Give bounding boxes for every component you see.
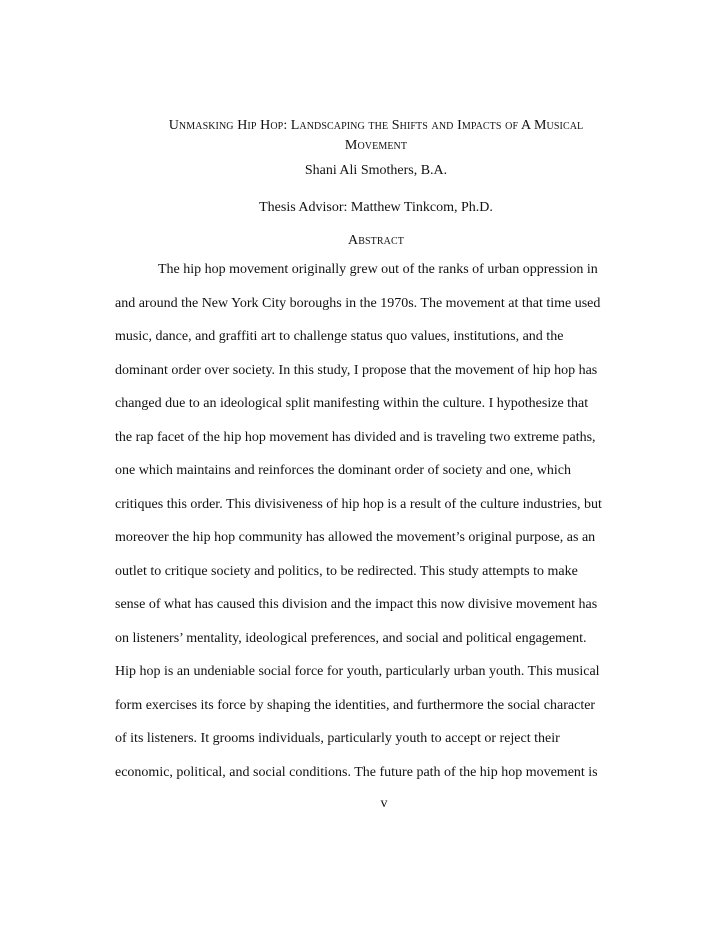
abstract-line: Hip hop is an undeniable social force for youth, particularly urban youth. This musical (115, 664, 600, 679)
title-part-main: Unmasking Hip Hop (168, 118, 284, 133)
abstract-heading: Abstract (348, 233, 404, 248)
thesis-advisor: Thesis Advisor: Matthew Tinkcom, Ph.D. (259, 200, 493, 215)
abstract-body (115, 253, 625, 789)
abstract-line: dominant order over society. In this study, I propose that the movement of hip hop has (115, 362, 598, 378)
abstract-line: changed due to an ideological split manifesting within the culture. I hypothesize that (115, 396, 589, 411)
abstract-line: of its listeners. It grooms individuals, particularly youth to accept or reject their (115, 731, 560, 746)
abstract-line: The hip hop movement originally grew out of the ranks of urban oppression in (158, 262, 598, 277)
abstract-line: music, dance, and graffiti art to challenge status quo values, institutions, and the (115, 329, 564, 344)
abstract-line: on listeners’ mentality, ideological preferences, and social and political engagement. (115, 630, 587, 646)
title-part-colon: : (283, 118, 291, 133)
title-part-subtitle: Landscaping the Shifts and Impacts of A Musical (290, 118, 584, 133)
abstract-line: economic, political, and social conditions. The future path of the hip hop movement is (115, 764, 598, 780)
abstract-line: form exercises its force by shaping the identities, and furthermore the social character (115, 697, 596, 713)
abstract-line: the rap facet of the hip hop movement has divided and is traveling two extreme paths, (115, 429, 596, 445)
title-line-2: Movement (344, 138, 408, 153)
abstract-line: sense of what has caused this division and the impact this now divisive movement has (115, 597, 598, 612)
thesis-title (110, 116, 642, 156)
author-name: Shani Ali Smothers, B.A. (304, 163, 448, 178)
abstract-line: outlet to critique society and politics, to be redirected. This study attempts to make (115, 563, 578, 579)
abstract-line: critiques this order. This divisiveness of hip hop is a result of the culture industries, but (115, 496, 602, 512)
abstract-line: one which maintains and reinforces the dominant order of society and one, which (115, 463, 572, 478)
page-number: v (380, 796, 388, 811)
abstract-line: and around the New York City boroughs in the 1970s. The movement at that time used (115, 295, 601, 311)
abstract-line: moreover the hip hop community has allowed the movement’s original purpose, as an (115, 530, 596, 545)
title-line-1 (169, 118, 584, 133)
